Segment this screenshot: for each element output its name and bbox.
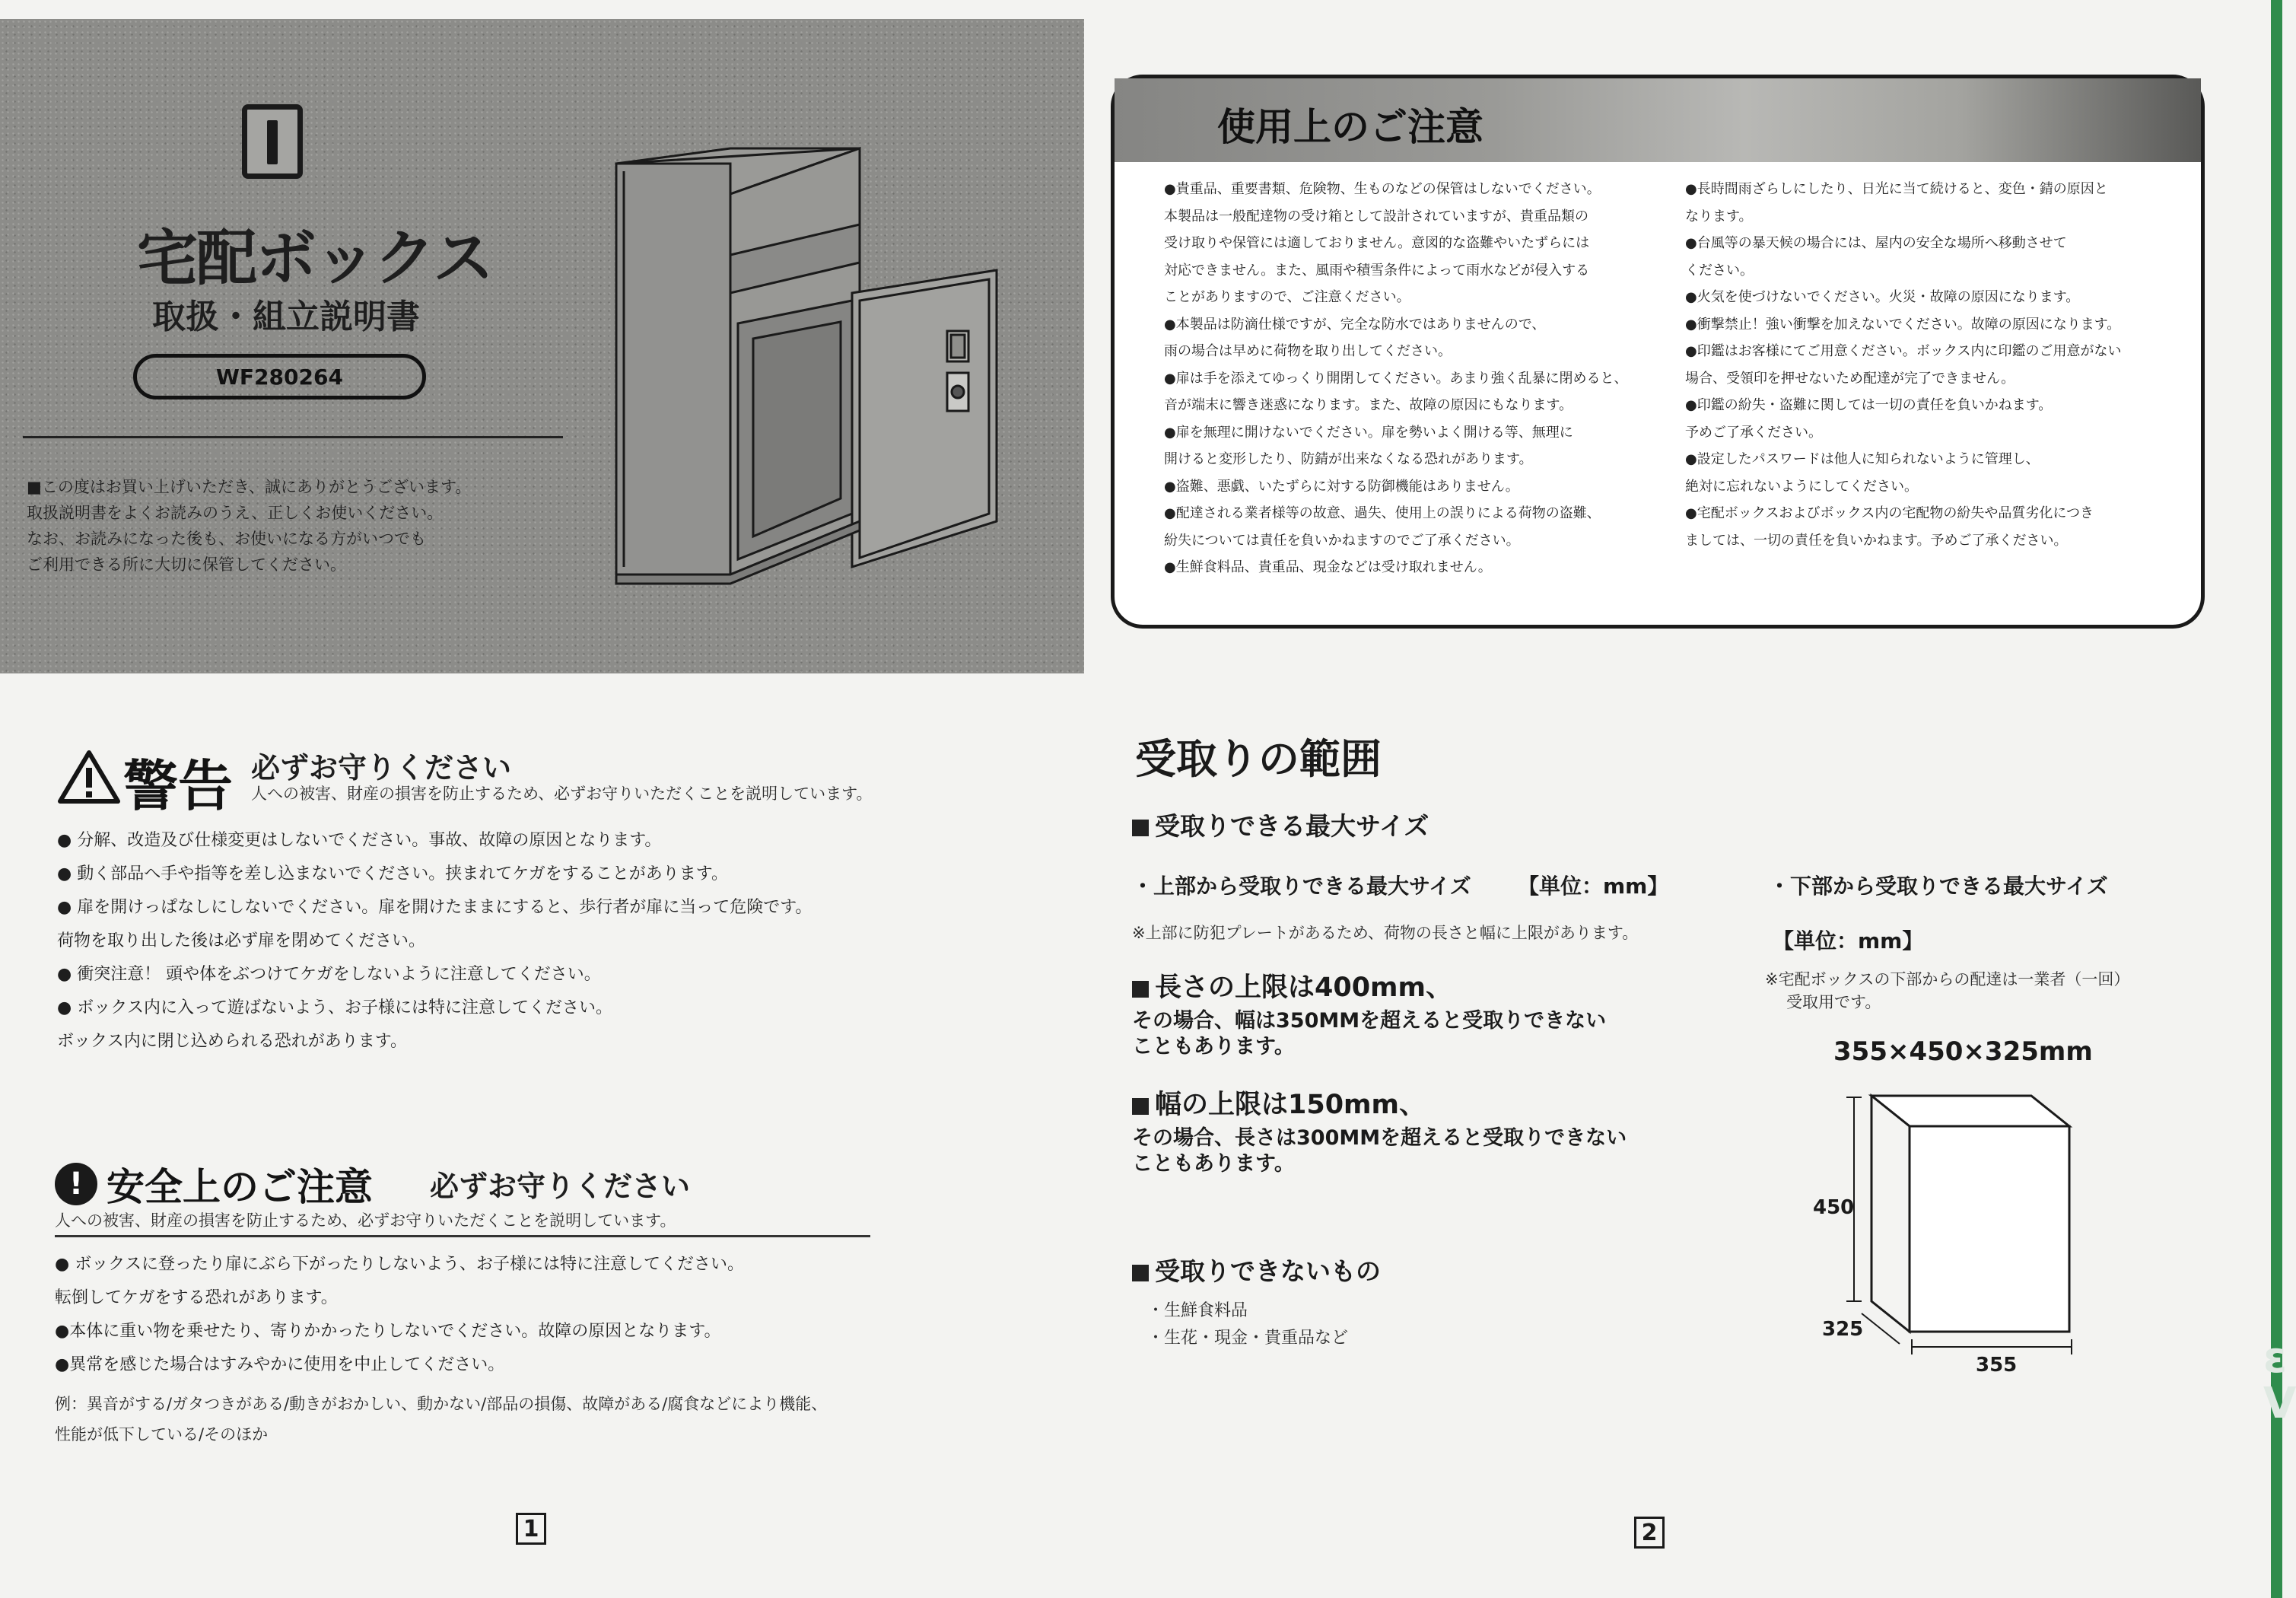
width-limit-detail: その場合、長さは300MMを超えると受取りできない こともあります。 <box>1132 1126 1627 1176</box>
dimensions-label: 355×450×325mm <box>1833 1036 2093 1067</box>
safety-example-line: 例：異音がする/ガタつきがある/動きがおかしい、動かない/部品の損傷、故障がある/腐食などにより機能、 <box>55 1395 828 1413</box>
safety-line: ●異常を感じた場合はすみやかに使用を中止してください。 <box>55 1355 505 1374</box>
dim-depth-label: 325 <box>1822 1318 1864 1341</box>
warning-list <box>57 824 970 1058</box>
safety-line: ● ボックスに登ったり扉にぶら下がったりしないよう、お子様には特に注意してください。 <box>55 1255 744 1274</box>
notice-line: ●本製品は防滴仕様ですが、完全な防水ではありませんので、 <box>1164 316 1546 333</box>
delivery-box-illustration <box>601 141 1027 597</box>
safety-line: ●本体に重い物を乗せたり、寄りかかったりしないでください。故障の原因となります。 <box>55 1322 721 1341</box>
notice-line: ●貴重品、重要書類、危険物、生ものなどの保管はしないでください。 <box>1164 181 1601 197</box>
notice-line: ●印鑑の紛失・盗難に関しては一切の責任を負いかねます。 <box>1685 397 2053 413</box>
warning-icon <box>57 750 121 804</box>
safety-line: 転倒してケガをする恐れがあります。 <box>55 1288 338 1307</box>
top-max-label: ・上部から受取りできる最大サイズ <box>1132 874 1471 899</box>
length-limit-heading: 長さの上限は400mm、 <box>1132 966 1452 1004</box>
notice-line: 対応できません。また、風雨や積雪条件によって雨水などが侵入する <box>1164 262 1590 279</box>
notice-column-right <box>1685 176 2168 554</box>
cover-note-line: なお、お読みになった後も、お使いになる方がいつでも <box>27 530 426 548</box>
safety-example-line: 性能が低下している/そのほか <box>55 1425 269 1444</box>
notice-line: 絶対に忘れないようにしてください。 <box>1685 478 1918 495</box>
warning-must: 必ずお守りください <box>251 751 512 785</box>
warning-intro: 人への被害、財産の損害を防止するため、必ずお守りいただくことを説明しています。 <box>251 785 873 803</box>
notice-line: ください。 <box>1685 262 1754 279</box>
notice-line: 予めご了承ください。 <box>1685 424 1822 441</box>
notice-line: ●扉を無理に開けないでください。扉を勢いよく開ける等、無理に <box>1164 424 1573 441</box>
length-limit-detail: その場合、幅は350MMを超えると受取りできない こともあります。 <box>1132 1009 1607 1058</box>
safety-list <box>55 1248 968 1382</box>
square-bullet-icon <box>1132 1265 1149 1281</box>
warning-line: ● ボックス内に入って遊ばないよう、お子様には特に注意してください。 <box>57 998 612 1017</box>
notice-line: ●盗難、悪戯、いたずらに対する防御機能はありません。 <box>1164 478 1519 495</box>
not-accepted-item: ・生鮮食料品 <box>1147 1301 1248 1320</box>
dim-height-label: 450 <box>1813 1196 1855 1219</box>
top-note: ※上部に防犯プレートがあるため、荷物の長さと幅に上限があります。 <box>1132 924 1639 942</box>
top-unit-label: 【単位：mm】 <box>1518 874 1669 899</box>
mat-text: ε V <box>2263 1333 2296 1428</box>
cover-note-line: 取扱説明書をよくお読みのうえ、正しくお使いください。 <box>27 504 444 522</box>
bottom-note: ※宅配ボックスの下部からの配達は一業者（一回） 受取用です。 <box>1765 970 2130 1011</box>
safety-intro: 人への被害、財産の損害を防止するため、必ずお守りいただくことを説明しています。 <box>55 1211 676 1230</box>
warning-line: ● 衝突注意！ 頭や体をぶつけてケガをしないように注意してください。 <box>57 965 601 984</box>
notice-line: 受け取りや保管には適しておりません。意図的な盗難やいたずらには <box>1164 235 1590 251</box>
square-bullet-icon <box>1132 1098 1149 1115</box>
notice-line: ●火気を使づけないでください。火災・故障の原因になります。 <box>1685 289 2080 305</box>
notice-line: ●設定したパスワードは他人に知られないように管理し、 <box>1685 451 2040 467</box>
notice-title: 使用上のご注意 <box>1217 105 1483 149</box>
warning-line: ● 分解、改造及び仕様変更はしないでください。事故、故障の原因となります。 <box>57 831 662 850</box>
notice-column-left <box>1164 176 1681 581</box>
wrench-icon <box>242 104 303 179</box>
notice-line: ●配達される業者様等の故意、過失、使用上の誤りによる荷物の盗難、 <box>1164 505 1601 521</box>
warning-line: 荷物を取り出した後は必ず扉を閉めてください。 <box>57 931 426 950</box>
notice-line: なります。 <box>1685 208 1753 224</box>
square-bullet-icon <box>1132 981 1149 998</box>
exclamation-icon: ! <box>55 1163 97 1205</box>
notice-line: ●衝撃禁止！強い衝撃を加えないでください。故障の原因になります。 <box>1685 316 2121 333</box>
notice-line: ましては、一切の責任を負いかねます。予めご了承ください。 <box>1685 532 2068 549</box>
cover-note-line: ■この度はお買い上げいただき、誠にありがとうございます。 <box>27 478 472 496</box>
safety-must: 必ずお守りください <box>430 1170 691 1203</box>
page-number-2: 2 <box>1634 1517 1665 1549</box>
notice-line: 音が端末に響き迷惑になります。また、故障の原因にもなります。 <box>1164 397 1573 413</box>
page-number-1: 1 <box>516 1513 546 1545</box>
dimension-box-diagram <box>1792 1088 2111 1377</box>
safety-divider <box>55 1235 870 1237</box>
notice-line: ●印鑑はお客様にてご用意ください。ボックス内に印鑑のご用意がない <box>1685 343 2122 359</box>
warning-line: ボックス内に閉じ込められる恐れがあります。 <box>57 1032 408 1051</box>
dim-width-label: 355 <box>1976 1354 2018 1377</box>
not-accepted-heading: 受取りできないもの <box>1132 1252 1381 1288</box>
notice-line: 本製品は一般配達物の受け箱として設計されていますが、貴重品類の <box>1164 208 1588 224</box>
not-accepted-item: ・生花・現金・貴重品など <box>1147 1329 1349 1348</box>
not-accepted-list <box>1147 1297 1348 1352</box>
notice-line: ●台風等の暴天候の場合には、屋内の安全な場所へ移動させて <box>1685 235 2067 251</box>
usage-notice-card <box>1111 75 2205 629</box>
notice-line: 紛失については責任を負いかねますのでご了承ください。 <box>1164 532 1520 549</box>
notice-line: ●生鮮食料品、貴重品、現金などは受け取れません。 <box>1164 559 1492 575</box>
cover-note <box>27 474 574 578</box>
cover-note-line: ご利用できる所に大切に保管してください。 <box>27 555 346 574</box>
notice-line: ●扉は手を添えてゆっくり開閉してください。あまり強く乱暴に閉めると、 <box>1164 370 1628 387</box>
notice-line: ●長時間雨ざらしにしたり、日光に当て続けると、変色・錆の原因と <box>1685 181 2108 197</box>
square-bullet-icon <box>1132 820 1149 836</box>
receive-title: 受取りの範囲 <box>1135 735 1382 783</box>
warning-line: ● 扉を開けっぱなしにしないでください。扉を開けたままにすると、歩行者が扉に当って危険です。 <box>57 898 813 917</box>
warning-line: ● 動く部品へ手や指等を差し込まないでください。挟まれてケガをすることがあります。 <box>57 864 728 883</box>
bottom-max-label: ・下部から受取りできる最大サイズ <box>1769 874 2108 899</box>
safety-examples <box>55 1389 827 1450</box>
notice-line: 場合、受領印を押せないため配達が完了できません。 <box>1685 370 2015 387</box>
notice-line: 開けると変形したり、防錆が出来なくなる恐れがあります。 <box>1164 451 1533 467</box>
cover-title: 宅配ボックス <box>137 223 493 294</box>
safety-title: 安全上のご注意 <box>107 1165 373 1209</box>
cover-panel <box>0 19 1084 673</box>
model-number-badge: WF280264 <box>133 354 426 400</box>
notice-line: ことがありますので、ご注意ください。 <box>1164 289 1410 305</box>
width-limit-heading: 幅の上限は150mm、 <box>1132 1084 1426 1122</box>
max-size-heading: 受取りできる最大サイズ <box>1132 807 1429 842</box>
bottom-unit-label: 【単位：mm】 <box>1773 928 1924 953</box>
cover-divider <box>23 436 563 438</box>
warning-title: 警告 <box>123 754 234 818</box>
notice-line: ●宅配ボックスおよびボックス内の宅配物の紛失や品質劣化につき <box>1685 505 2094 521</box>
notice-line: 雨の場合は早めに荷物を取り出してください。 <box>1164 343 1452 359</box>
cover-subtitle: 取扱・組立説明書 <box>152 298 420 336</box>
